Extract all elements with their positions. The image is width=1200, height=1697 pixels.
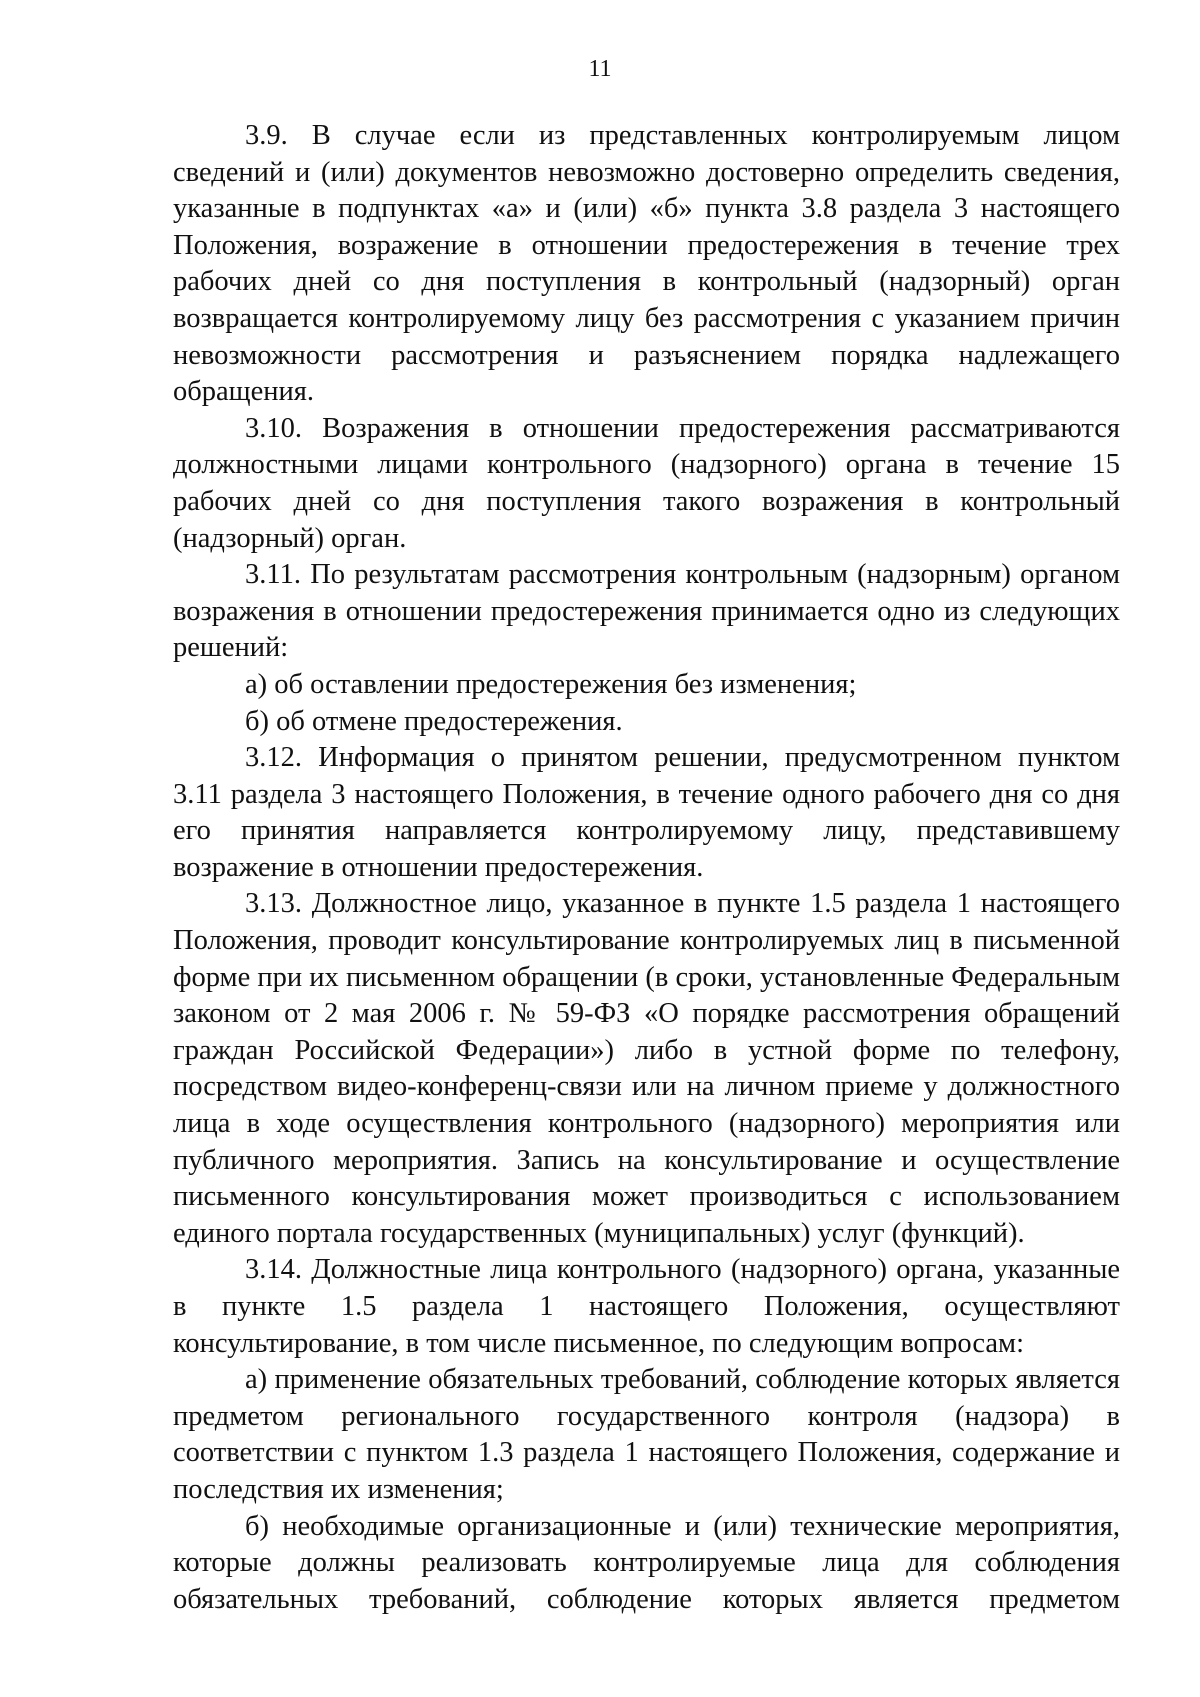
page-number: 11 [588, 56, 612, 82]
paragraph-3-13: 3.13. Должностное лицо, указанное в пункте 1.5 раздела 1 настоящего Положения, проводит консультирование контролируемых лиц в письменной форме при их письменном обращении (в сроки, установленные Федеральным законом от 2 мая 2006 г. № 59-ФЗ «О порядке рассмотрения обращений граждан Российской Федерации») либо в устной форме по телефону, посредством видео-конференц-связи или на личном приеме у должностного лица в ходе осуществления контрольного (надзорного) мероприятия или публичного мероприятия. Запись на консультирование и осуществление письменного консультирования может производиться с использованием единого портала государственных (муниципальных) услуг (функций). [173, 888, 1120, 1249]
paragraph-3-14: 3.14. Должностные лица контрольного (надзорного) органа, указанные в пункте 1.5 раздела 1 настоящего Положения, осуществляют консультирование, в том числе письменное, по следующим вопросам: [173, 1254, 1120, 1359]
paragraph-3-12: 3.12. Информация о принятом решении, предусмотренном пунктом 3.11 раздела 3 настоящего Положения, в течение одного рабочего дня со дня его принятия направляется контролируемому лицу, представившему возражение в отношении предостережения. [173, 742, 1120, 883]
paragraph-3-11-b: б) об отмене предостережения. [245, 705, 623, 737]
paragraph-3-14-b: б) необходимые организационные и (или) технические мероприятия, которые должны реализовать контролируемые лица для соблюдения обязательных требований, соблюдение которых является предметом [173, 1510, 1120, 1615]
paragraph-3-11-a: а) об оставлении предостережения без изменения; [245, 668, 857, 700]
paragraph-3-14-a: а) применение обязательных требований, соблюдение которых является предметом регионального государственного контроля (надзора) в соответствии с пунктом 1.3 раздела 1 настоящего Положения, содержание и последствия их изменения; [173, 1364, 1120, 1505]
paragraph-3-10: 3.10. Возражения в отношении предостережения рассматриваются должностными лицами контрольного (надзорного) органа в течение 15 рабочих дней со дня поступления такого возражения в контрольный (надзорный) орган. [173, 412, 1120, 554]
document-body [173, 118, 1120, 1618]
paragraph-3-11: 3.11. По результатам рассмотрения контрольным (надзорным) органом возражения в отношении предостережения принимается одно из следующих решений: [173, 559, 1120, 664]
paragraph-3-9: 3.9. В случае если из представленных контролируемым лицом сведений и (или) документов невозможно достоверно определить сведения, указанные в подпунктах «а» и (или) «б» пункта 3.8 раздела 3 настоящего Положения, возражение в отношении предостережения в течение трех рабочих дней со дня поступления в контрольный (надзорный) орган возвращается контролируемому лицу без рассмотрения с указанием причин невозможности рассмотрения и разъяснением порядка надлежащего обращения. [173, 120, 1120, 408]
